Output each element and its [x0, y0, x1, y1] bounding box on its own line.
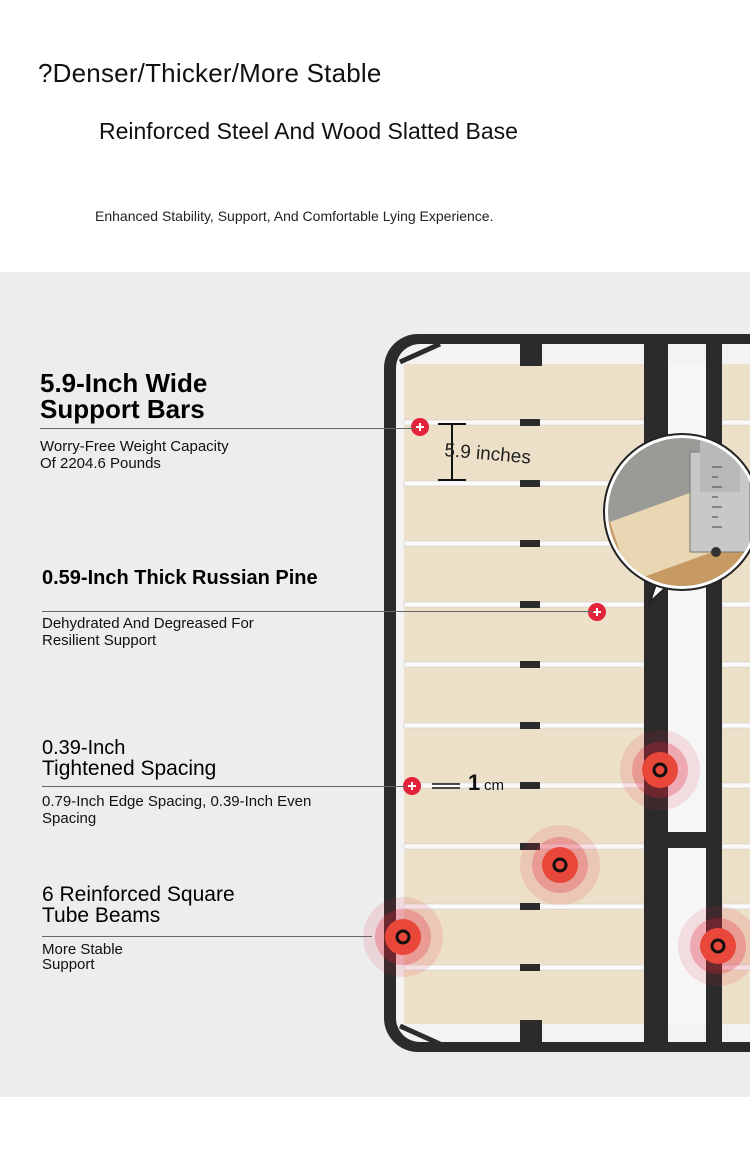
header-subtitle: Reinforced Steel And Wood Slatted Base: [99, 118, 518, 144]
header-section: [0, 0, 750, 272]
feature-description: Support: [42, 956, 95, 973]
feature-square-tube-beams: [42, 884, 235, 972]
feature-description: More Stable: [42, 941, 123, 958]
feature-russian-pine: [42, 568, 318, 650]
slat-clip: [520, 601, 540, 608]
feature-description: Spacing: [42, 810, 97, 828]
leader-line: [42, 786, 407, 787]
spacing-unit: cm: [484, 777, 504, 794]
feature-title: Tightened Spacing: [42, 757, 217, 780]
target-marker-icon: [620, 730, 700, 810]
slat-gap: [722, 602, 750, 607]
slat-gap: [722, 723, 750, 728]
slat-clip: [520, 782, 540, 789]
feature-description: Of 2204.6 Pounds: [40, 455, 161, 473]
leader-line: [40, 428, 415, 429]
plus-marker-icon: [588, 603, 606, 621]
feature-title: 5.9-Inch Wide: [40, 368, 208, 398]
leader-line: [42, 611, 594, 612]
feature-description: Worry-Free Weight Capacity: [40, 438, 229, 455]
feature-title: 0.59-Inch Thick Russian Pine: [42, 567, 318, 589]
header-tagline: Enhanced Stability, Support, And Comfortable Lying Experience.: [95, 208, 494, 224]
plus-marker-icon: [411, 418, 429, 436]
slat-gap: [722, 783, 750, 788]
slat-clip: [520, 903, 540, 910]
leader-line: [42, 936, 372, 937]
product-panel: [0, 272, 750, 1097]
slat-clip: [520, 480, 540, 487]
header-title: ?Denser/Thicker/More Stable: [38, 58, 382, 88]
slat-clip: [520, 419, 540, 426]
feature-description: 0.79-Inch Edge Spacing, 0.39-Inch Even: [42, 793, 312, 810]
slat-gap: [722, 662, 750, 667]
slat-clip: [520, 540, 540, 547]
feature-title: 0.39-Inch: [42, 737, 126, 759]
bar-width-label: 5.9 inches: [443, 440, 532, 469]
target-marker-icon: [363, 897, 443, 977]
slat-clip: [520, 722, 540, 729]
slat-clip: [520, 964, 540, 971]
feature-support-bars: [40, 370, 229, 473]
feature-title: Tube Beams: [42, 904, 161, 927]
spacing-value: 1: [468, 770, 481, 795]
slat-clip: [520, 661, 540, 668]
feature-title: Support Bars: [40, 394, 205, 424]
footer-space: [0, 1097, 750, 1160]
target-marker-icon: [520, 825, 600, 905]
feature-title: 6 Reinforced Square: [42, 883, 235, 906]
feature-description: Dehydrated And Degreased For: [42, 615, 254, 632]
feature-spacing: [42, 738, 311, 828]
slat-gap: [722, 420, 750, 425]
feature-description: Resilient Support: [42, 632, 157, 650]
slat-gap: [722, 844, 750, 849]
